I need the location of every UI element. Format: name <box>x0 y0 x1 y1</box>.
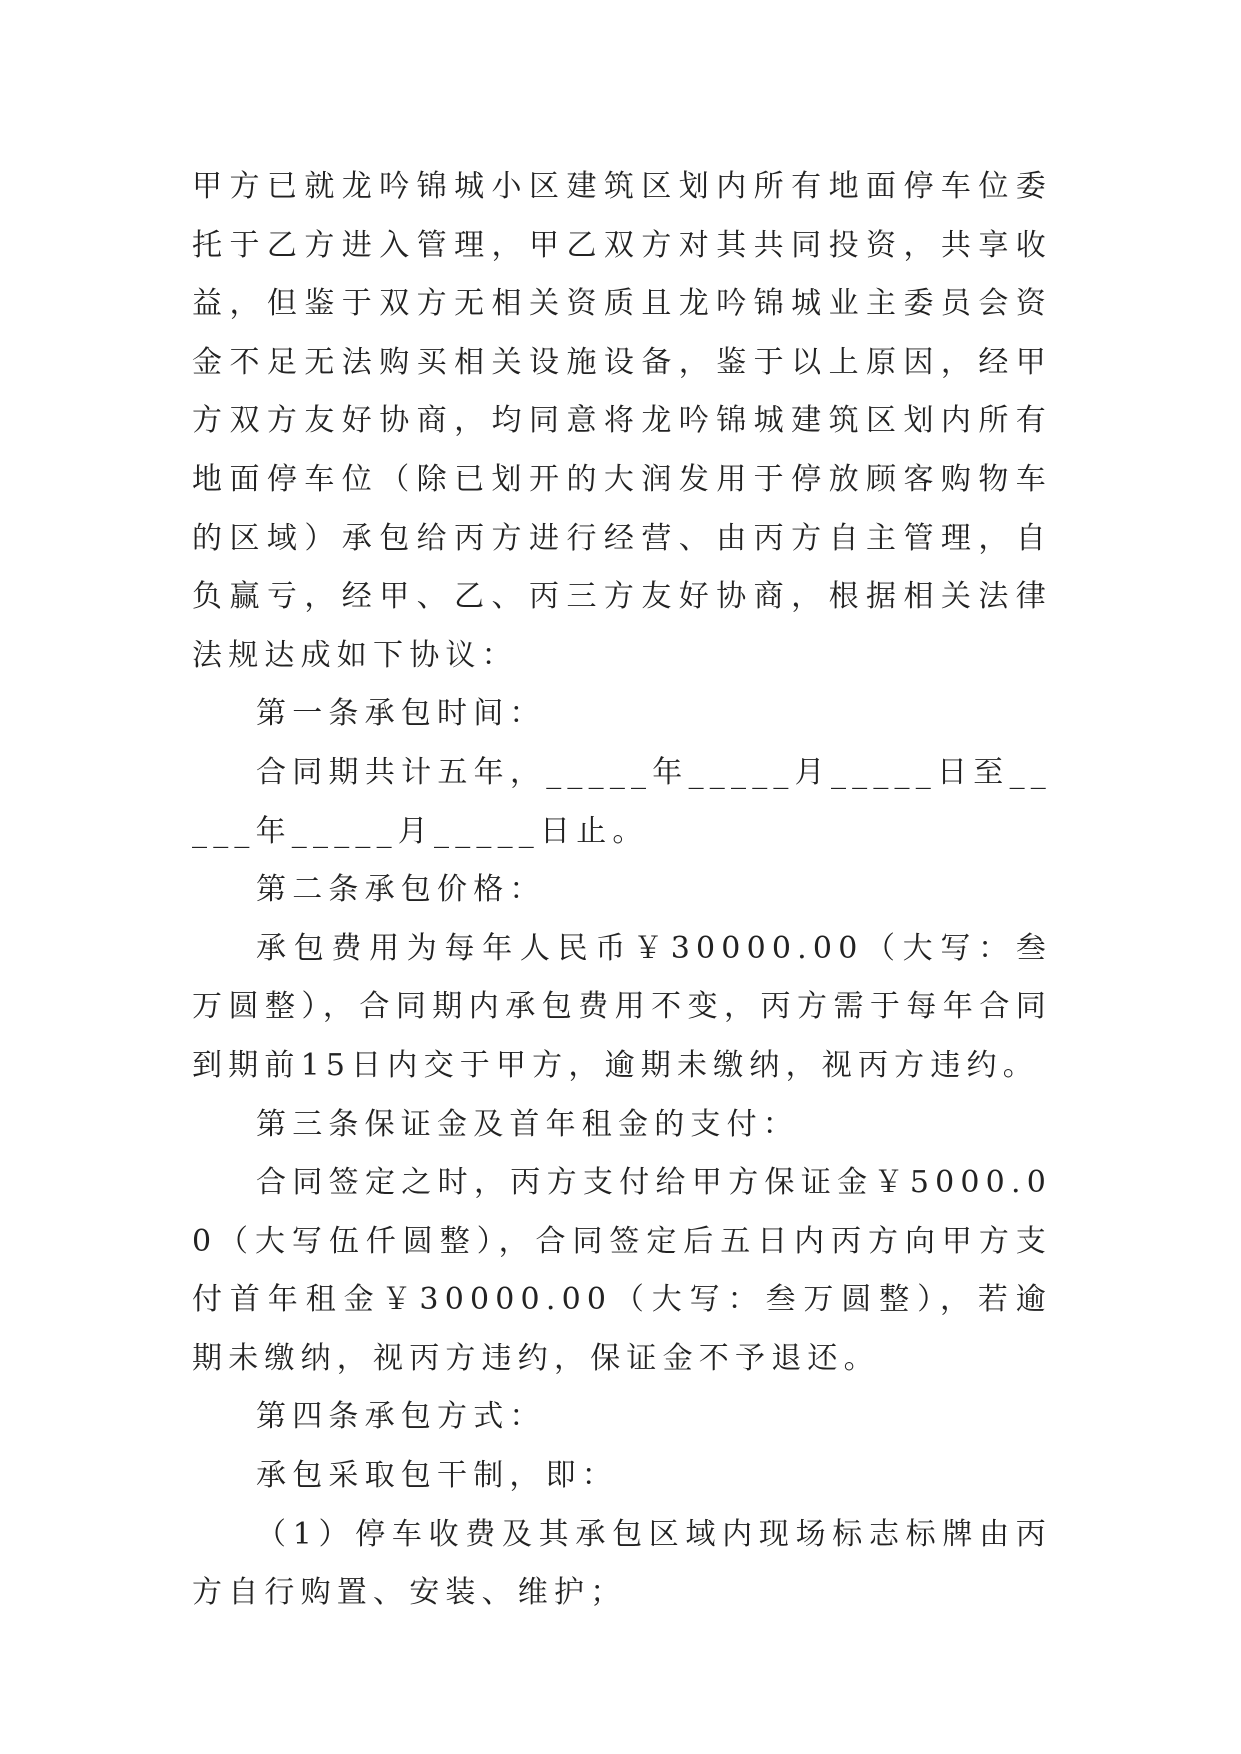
article-4-item-1: （1）停车收费及其承包区域内现场标志标牌由丙方自行购置、安装、维护； <box>192 1516 1052 1611</box>
article-3-body: 合同签定之时，丙方支付给甲方保证金￥5000.00（大写伍仟圆整），合同签定后五日内丙方向甲方支付首年租金￥30000.00（大写：叁万圆整），若逾期未缴纳，视丙方违约，保证金不予退还。 <box>192 1165 1052 1376</box>
intro-paragraph: 甲方已就龙吟锦城小区建筑区划内所有地面停车位委托于乙方进入管理，甲乙双方对其共同投资，共享收益，但鉴于双方无相关资质且龙吟锦城业主委员会资金不足无法购买相关设施设备，鉴于以上原因，经甲方双方友好协商，均同意将龙吟锦城建筑区划内所有地面停车位（除已划开的大润发用于停放顾客购物车的区域）承包给丙方进行经营、由丙方自主管理，自负赢亏，经甲、乙、丙三方友好协商，根据相关法律法规达成如下协议： <box>192 169 1052 673</box>
article-2-heading: 第二条承包价格： <box>256 872 546 908</box>
document-body <box>192 158 1052 1623</box>
article-1-body: 合同期共计五年，_____年_____月_____日至_____年_____月_____日止。 <box>192 754 1052 849</box>
article-1-heading: 第一条承包时间： <box>256 696 546 732</box>
article-4-heading: 第四条承包方式： <box>256 1399 546 1435</box>
article-4-body: 承包采取包干制，即： <box>256 1458 618 1494</box>
article-2-body: 承包费用为每年人民币￥30000.00（大写：叁万圆整），合同期内承包费用不变，丙方需于每年合同到期前15日内交于甲方，逾期未缴纳，视丙方违约。 <box>192 930 1052 1083</box>
article-3-heading: 第三条保证金及首年租金的支付： <box>256 1106 799 1142</box>
